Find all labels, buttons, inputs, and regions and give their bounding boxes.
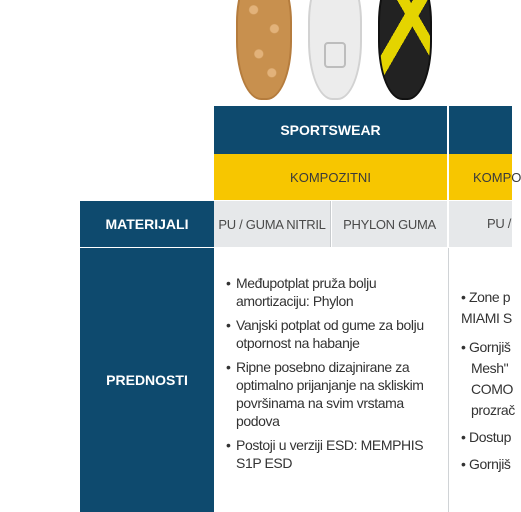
benefit-line: Mesh" (471, 360, 509, 376)
material-cell-text: PU / GUMA NITRIL (218, 216, 326, 232)
material-cell-text: PU / (487, 216, 512, 231)
column-divider (448, 248, 449, 512)
benefits-cell-2-partial (461, 287, 515, 475)
material-cell-3 (449, 201, 512, 247)
row-label-materijali (80, 201, 214, 247)
benefit-line: • Gornjiš (461, 456, 511, 472)
benefit-item: • Ripne posebno dizajnirane za optimalno prijanjanje na skliskim površinama na svim vrstama podova (226, 358, 436, 430)
sole-image-black-yellow (378, 0, 432, 100)
benefit-line: prozrač (471, 402, 515, 418)
sole-type-label: KOMPOZITNI (290, 169, 371, 185)
benefits-list (226, 274, 436, 472)
sole-type-next-label: KOMPO (473, 170, 521, 185)
material-cell-2 (332, 201, 447, 247)
row-label-text: PREDNOSTI (106, 372, 188, 388)
benefit-line: • Gornjiš (461, 339, 511, 355)
sole-image-tan (236, 0, 292, 100)
sole-type-kompozitni (214, 154, 447, 200)
benefit-line: • Dostup (461, 429, 511, 445)
category-header-next (449, 106, 512, 154)
material-cell-text: PHYLON GUMA (343, 216, 436, 232)
benefits-cell-1 (226, 274, 436, 478)
benefit-line: • Zone p (461, 289, 511, 305)
material-cell-1 (214, 201, 331, 247)
sole-type-next (449, 154, 521, 200)
benefit-line: MIAMI S (461, 310, 512, 326)
benefit-item: • Postoji u verziji ESD: MEMPHIS S1P ESD (226, 436, 436, 472)
sole-image-white (308, 0, 362, 100)
category-header-label: SPORTSWEAR (280, 122, 381, 138)
benefit-item: • Međupotplat pruža bolju amortizaciju: Phylon (226, 274, 436, 310)
row-label-prednosti (80, 248, 214, 512)
category-header-sportswear (214, 106, 447, 154)
row-label-text: MATERIJALI (105, 216, 189, 232)
benefit-line: COMO (471, 381, 513, 397)
benefit-item: • Vanjski potplat od gume za bolju otpornost na habanje (226, 316, 436, 352)
